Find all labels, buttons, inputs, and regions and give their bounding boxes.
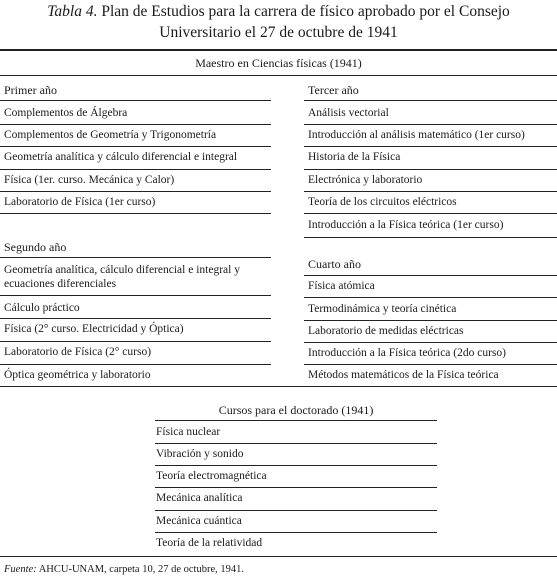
caption-label: Tabla 4. — [47, 3, 98, 20]
divider — [155, 510, 437, 511]
year4-course: Introducción a la Física teórica (2do curso) — [308, 347, 506, 359]
divider — [0, 100, 271, 101]
divider — [304, 364, 557, 365]
year4-course: Métodos matemáticos de la Física teórica — [308, 369, 499, 381]
year2-course: Óptica geométrica y laboratorio — [4, 369, 151, 381]
divider — [0, 295, 271, 296]
divider — [304, 320, 557, 321]
doctorate-course: Vibración y sonido — [156, 448, 244, 460]
divider — [304, 191, 557, 192]
divider — [0, 146, 271, 147]
year3-course: Introducción al análisis matemático (1er curso) — [308, 129, 525, 141]
divider — [0, 257, 271, 258]
caption-title-part-1: Plan de Estudios para la carrera de físico aprobado por el Consejo — [101, 3, 510, 20]
source-label: Fuente: — [4, 564, 37, 575]
year2-course: Geometría analítica, cálculo diferencial e integral y ecuaciones diferenciales — [4, 264, 240, 290]
caption-line-1 — [0, 1, 557, 22]
doctorate-course: Teoría de la relatividad — [156, 537, 263, 549]
divider — [304, 342, 557, 343]
year4-course: Física atómica — [308, 280, 375, 292]
master-title: Maestro en Ciencias físicas (1941) — [195, 56, 362, 70]
divider — [304, 146, 557, 147]
divider — [304, 124, 557, 125]
year4-course: Laboratorio de medidas eléctricas — [308, 325, 464, 337]
year4-heading: Cuarto año — [308, 257, 361, 271]
divider — [0, 191, 271, 192]
doctorate-course: Física nuclear — [156, 426, 221, 438]
divider — [304, 169, 557, 170]
divider — [155, 532, 437, 533]
divider — [0, 341, 271, 342]
doctorate-course: Mecánica cuántica — [156, 515, 242, 527]
year3-course: Teoría de los circuitos eléctricos — [308, 196, 457, 208]
divider — [304, 213, 557, 214]
doctorate-course: Teoría electromagnética — [156, 470, 267, 482]
table-caption — [0, 1, 557, 43]
divider — [304, 275, 557, 276]
divider — [155, 420, 437, 421]
caption-title-part-2: Universitario el 27 de octubre de 1941 — [159, 24, 398, 41]
year3-course: Historia de la Física — [308, 151, 401, 163]
year2-course: Laboratorio de Física (2° curso) — [4, 346, 152, 358]
table-bottom-rule — [0, 556, 557, 557]
doctorate-course: Mecánica analítica — [156, 492, 243, 504]
master-title-rule — [0, 75, 557, 76]
doctorate-title: Cursos para el doctorado (1941) — [218, 403, 374, 417]
divider — [0, 364, 271, 365]
divider — [155, 443, 437, 444]
divider — [0, 318, 271, 319]
top-rule — [0, 49, 557, 51]
divider — [155, 465, 437, 466]
divider — [0, 124, 271, 125]
source-note — [4, 563, 244, 576]
year2-heading: Segundo año — [4, 240, 67, 254]
year3-course: Introducción a la Física teórica (1er curso) — [308, 219, 504, 231]
divider — [0, 169, 271, 170]
year1-course: Complementos de Geometría y Trigonometría — [4, 129, 217, 141]
year3-course: Análisis vectorial — [308, 107, 389, 119]
year1-course: Física (1er. curso. Mecánica y Calor) — [4, 174, 175, 186]
source-text: AHCU-UNAM, carpeta 10, 27 de octubre, 1941. — [38, 564, 244, 575]
divider — [304, 297, 557, 298]
year1-course: Laboratorio de Física (1er curso) — [4, 196, 156, 208]
divider — [155, 487, 437, 488]
year2-course: Cálculo práctico — [4, 302, 80, 314]
year1-course: Geometría analítica y cálculo diferencial e integral — [4, 151, 238, 163]
master-bottom-rule — [0, 386, 557, 387]
year4-course: Termodinámica y teoría cinética — [308, 303, 457, 315]
year1-course: Complementos de Álgebra — [4, 107, 128, 119]
divider — [304, 237, 557, 238]
year2-course: Física (2° curso. Electricidad y Óptica) — [4, 323, 184, 335]
year3-heading: Tercer año — [308, 83, 359, 97]
divider — [304, 100, 557, 101]
year3-course: Electrónica y laboratorio — [308, 174, 423, 186]
divider — [0, 213, 271, 214]
year1-heading: Primer año — [4, 83, 57, 97]
